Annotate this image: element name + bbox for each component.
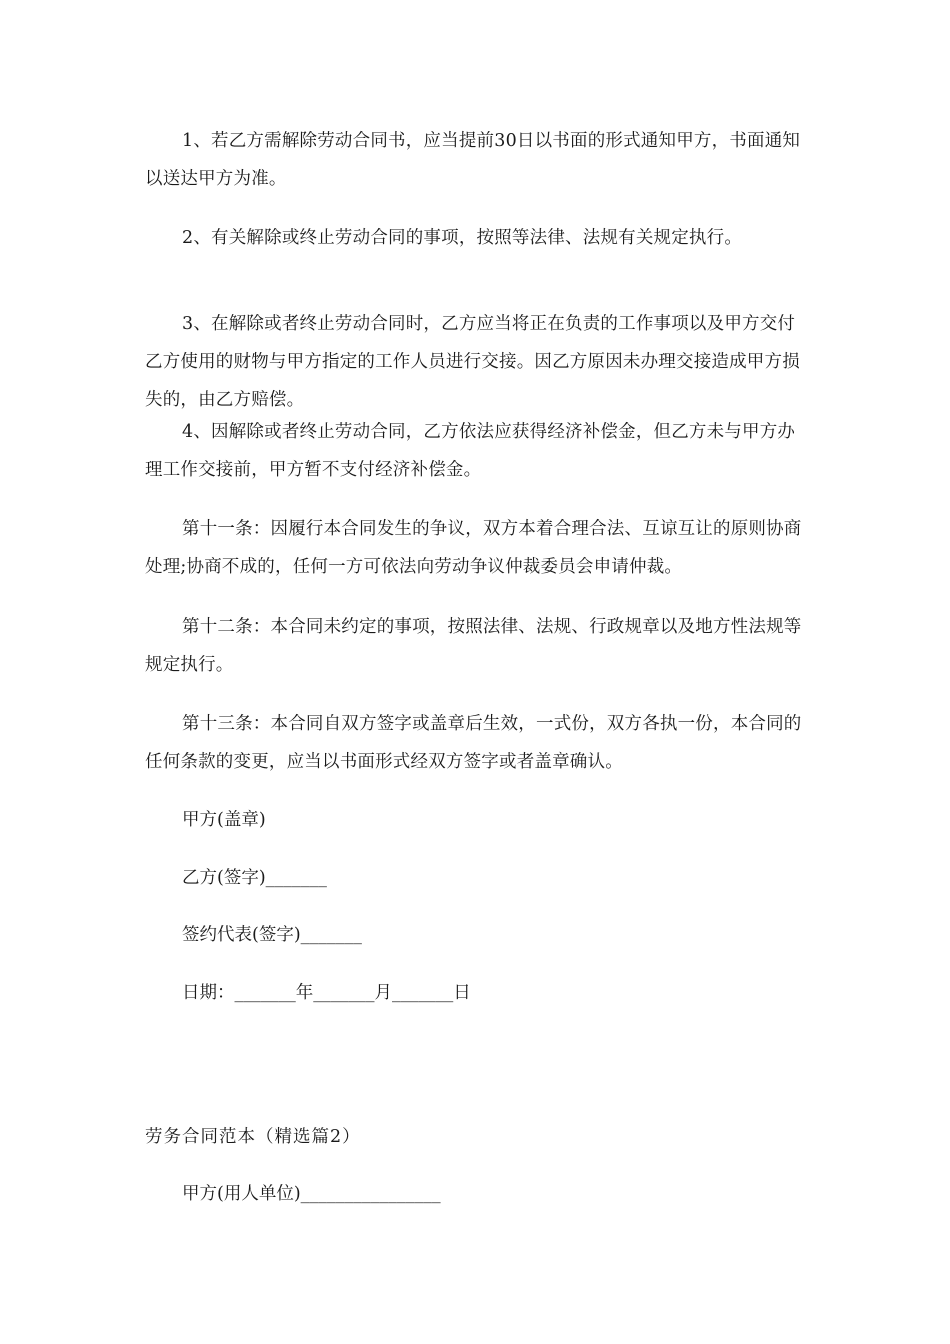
party-b-signature-line: 乙方(签字)_______ xyxy=(182,868,327,888)
clause-1: 1、若乙方需解除劳动合同书，应当提前30日以书面的形式通知甲方，书面通知以送达甲方为准。 xyxy=(145,131,801,189)
employer-party-line: 甲方(用人单位)________________ xyxy=(182,1184,441,1204)
article-13: 第十三条：本合同自双方签字或盖章后生效，一式份，双方各执一份，本合同的任何条款的变更，应当以书面形式经双方签字或者盖章确认。 xyxy=(145,714,802,772)
clause-4: 4、因解除或者终止劳动合同，乙方依法应获得经济补偿金，但乙方未与甲方办理工作交接前，甲方暂不支付经济补偿金。 xyxy=(145,422,796,480)
representative-signature-line: 签约代表(签字)_______ xyxy=(182,925,362,945)
article-11: 第十一条：因履行本合同发生的争议，双方本着合理合法、互谅互让的原则协商处理;协商不成的，任何一方可依法向劳动争议仲裁委员会申请仲裁。 xyxy=(145,519,802,577)
clause-2: 2、有关解除或终止劳动合同的事项，按照等法律、法规有关规定执行。 xyxy=(182,228,743,248)
article-12: 第十二条：本合同未约定的事项，按照法律、法规、行政规章以及地方性法规等规定执行。 xyxy=(145,617,802,675)
section-2-title: 劳务合同范本（精选篇2） xyxy=(145,1127,361,1147)
party-a-seal-line: 甲方(盖章) xyxy=(182,810,266,830)
date-line: 日期：_______年_______月_______日 xyxy=(182,983,471,1003)
clause-3: 3、在解除或者终止劳动合同时，乙方应当将正在负责的工作事项以及甲方交付乙方使用的财物与甲方指定的工作人员进行交接。因乙方原因未办理交接造成甲方损失的，由乙方赔偿。 xyxy=(145,314,800,410)
